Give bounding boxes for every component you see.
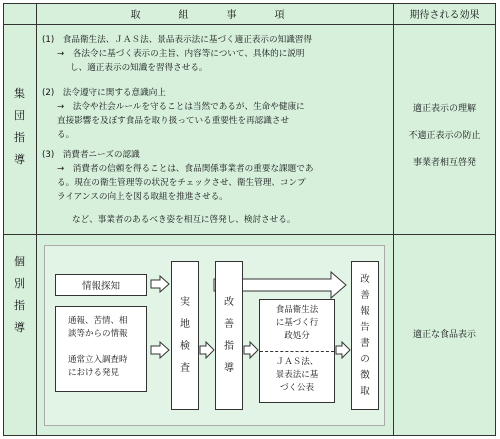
publication-line: 景表法に基 (275, 370, 319, 380)
inspection-char: 査 (180, 362, 190, 374)
guidance-char: 善 (224, 318, 234, 330)
admin-line: 食品衛生法 (275, 305, 319, 315)
inspection-char: 実 (180, 296, 190, 308)
individual-label-char: 個 (14, 255, 25, 268)
guidance-char: 指 (224, 340, 234, 352)
report-char: 善 (360, 289, 370, 301)
effect-item: 不適正表示の防止 (408, 131, 481, 141)
admin-line: 政処分 (284, 331, 310, 341)
source-line: 通常立入調査時 (68, 355, 128, 365)
individual-label-char: 別 (14, 277, 25, 290)
individual-label-char: 指 (14, 299, 25, 312)
publication-line: づく公表 (279, 383, 314, 393)
table-grid (3, 3, 496, 436)
item-line: る。 (57, 130, 75, 140)
item-line: 直接影響を及ぼす食品を取り扱っている重要性を再認識させ (57, 116, 290, 126)
inspection-char: 検 (180, 340, 190, 352)
group-label-char: 指 (14, 131, 25, 144)
admin-line: に基づく行 (275, 318, 319, 328)
source-line: における発見 (68, 368, 120, 378)
item-line: る。現在の衛生管理等の状況をチェックさせ、衛生管理、コンプ (57, 178, 306, 188)
source-line: 談等からの情報 (68, 329, 128, 339)
effect-item: 適正表示の理解 (412, 104, 476, 114)
report-char: の (360, 353, 370, 365)
item-title: (1) 食品衛生法、ＪＡＳ法、景品表示法に基づく適正表示の知識習得 (42, 35, 312, 45)
inspection-char: 地 (180, 318, 190, 330)
report-char: 改 (360, 273, 370, 285)
item-line: → 法令や社会ルールを守ることは当然であるが、生命や健康に (57, 102, 305, 112)
report-char: 取 (360, 385, 370, 397)
header-measures: 取 組 事 項 (130, 10, 299, 21)
group-label-char: 集 (14, 87, 25, 100)
item-line: → 消費者の信頼を得ることは、食品関係事業者の重要な課題であ (57, 164, 314, 174)
group-label-char: 導 (14, 153, 25, 166)
group-label-char: 団 (14, 109, 25, 122)
item-title: (2) 法令遵守に関する意識向上 (42, 88, 166, 98)
item-line: → 各法令に基づく表示の主旨、内容等について、具体的に説明 (57, 49, 305, 59)
report-char: 徴 (360, 369, 370, 381)
source-line: 通報、苦情、相 (68, 316, 128, 326)
individual-effect: 適正な食品表示 (412, 330, 476, 340)
report-char: 書 (360, 337, 370, 349)
item-line: し、適正表示の知識を習得させる。 (70, 63, 208, 73)
report-char: 告 (360, 321, 370, 333)
publication-line: ＪＡＳ法、 (275, 357, 319, 367)
guidance-table (3, 3, 496, 436)
group-closing: など、事業者のあるべき姿を相互に啓発し、検討させる。 (72, 215, 296, 225)
individual-label-char: 導 (14, 321, 25, 334)
report-char: 報 (360, 305, 370, 317)
item-line: ライアンスの向上を図る取組を推進させる。 (57, 192, 228, 202)
effect-item: 事業者相互啓発 (412, 158, 476, 168)
header-effects: 期待される効果 (409, 10, 480, 21)
intel-detection-label: 情報探知 (81, 281, 120, 292)
item-title: (3) 消費者ニーズの認識 (42, 150, 140, 160)
guidance-char: 改 (224, 296, 234, 308)
guidance-char: 導 (224, 362, 234, 374)
